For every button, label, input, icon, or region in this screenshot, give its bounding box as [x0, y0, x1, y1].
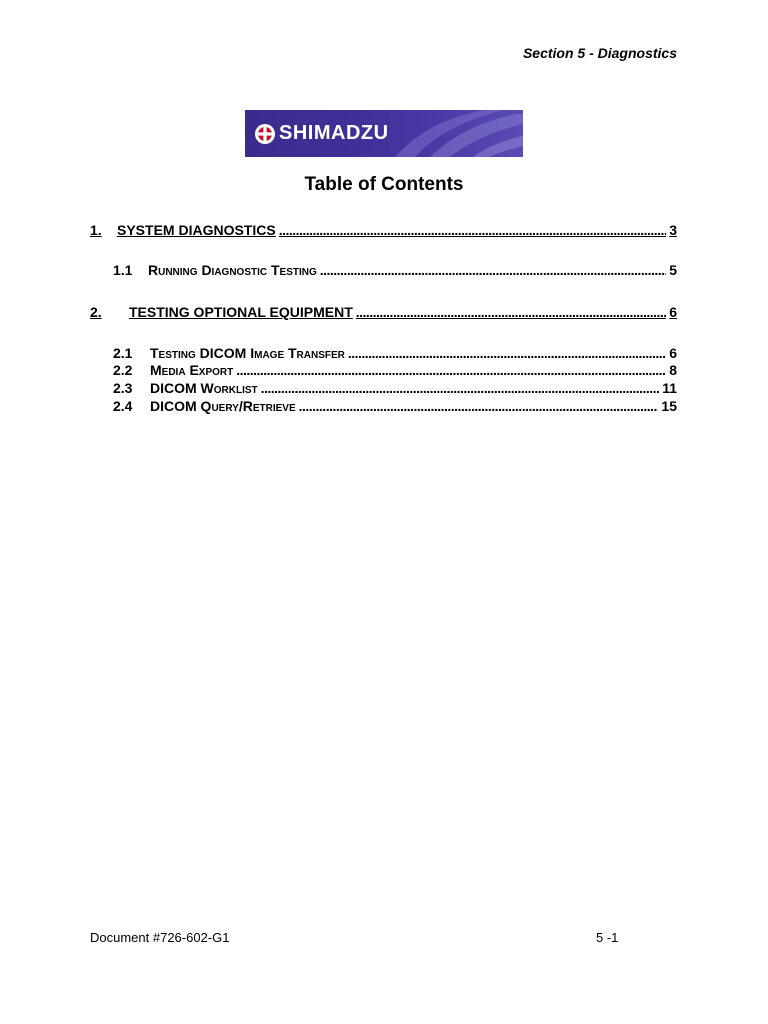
toc-entry-number: 1. — [90, 222, 102, 238]
dot-leader — [236, 362, 666, 379]
dot-leader — [320, 262, 666, 279]
dot-leader — [261, 380, 660, 397]
toc-entry[interactable] — [90, 222, 677, 239]
toc-entry[interactable] — [113, 262, 677, 279]
dot-leader — [279, 222, 667, 239]
dot-leader — [299, 398, 659, 415]
toc-entry-number: 2.1 — [113, 345, 133, 361]
toc-entry-label: Testing DICOM Image Transfer — [150, 345, 345, 361]
toc-entry-page: 6 — [669, 304, 677, 320]
footer-document-number: Document #726-602-G1 — [90, 930, 230, 945]
toc-entry-label: SYSTEM DIAGNOSTICS — [117, 222, 276, 238]
toc-entry-label: DICOM Query/Retrieve — [150, 398, 296, 414]
shimadzu-emblem-icon — [255, 124, 275, 144]
shimadzu-logo — [245, 110, 523, 157]
toc-entry-label: Media Export — [150, 362, 234, 378]
toc-entry-page: 15 — [661, 398, 677, 414]
toc-entry[interactable] — [90, 304, 677, 321]
toc-entry[interactable] — [113, 362, 677, 379]
toc-entry-label: Running Diagnostic Testing — [148, 262, 317, 278]
toc-entry-page: 5 — [669, 262, 677, 278]
toc-entry-page: 11 — [662, 380, 677, 396]
toc-title: Table of Contents — [304, 174, 464, 195]
toc-entry[interactable] — [113, 398, 677, 415]
logo-wordmark: SHIMADZU — [279, 122, 389, 144]
toc-entry-number: 2.2 — [113, 362, 133, 378]
toc-entry-page: 8 — [669, 362, 677, 378]
toc-entry[interactable] — [113, 345, 677, 362]
toc-entry-number: 1.1 — [113, 262, 133, 278]
dot-leader — [356, 304, 666, 321]
toc-entry-number: 2.4 — [113, 398, 133, 414]
toc-entry-page: 3 — [669, 222, 677, 238]
toc-entry-page: 6 — [669, 345, 677, 361]
toc-entry[interactable] — [113, 380, 677, 397]
toc-entry-number: 2. — [90, 304, 102, 320]
toc-entry-label: TESTING OPTIONAL EQUIPMENT — [129, 304, 353, 320]
toc-entry-number: 2.3 — [113, 380, 133, 396]
dot-leader — [348, 345, 666, 362]
toc-entry-label: DICOM Worklist — [150, 380, 258, 396]
footer-page-number: 5 -1 — [596, 930, 619, 945]
running-header: Section 5 - Diagnostics — [522, 45, 677, 61]
